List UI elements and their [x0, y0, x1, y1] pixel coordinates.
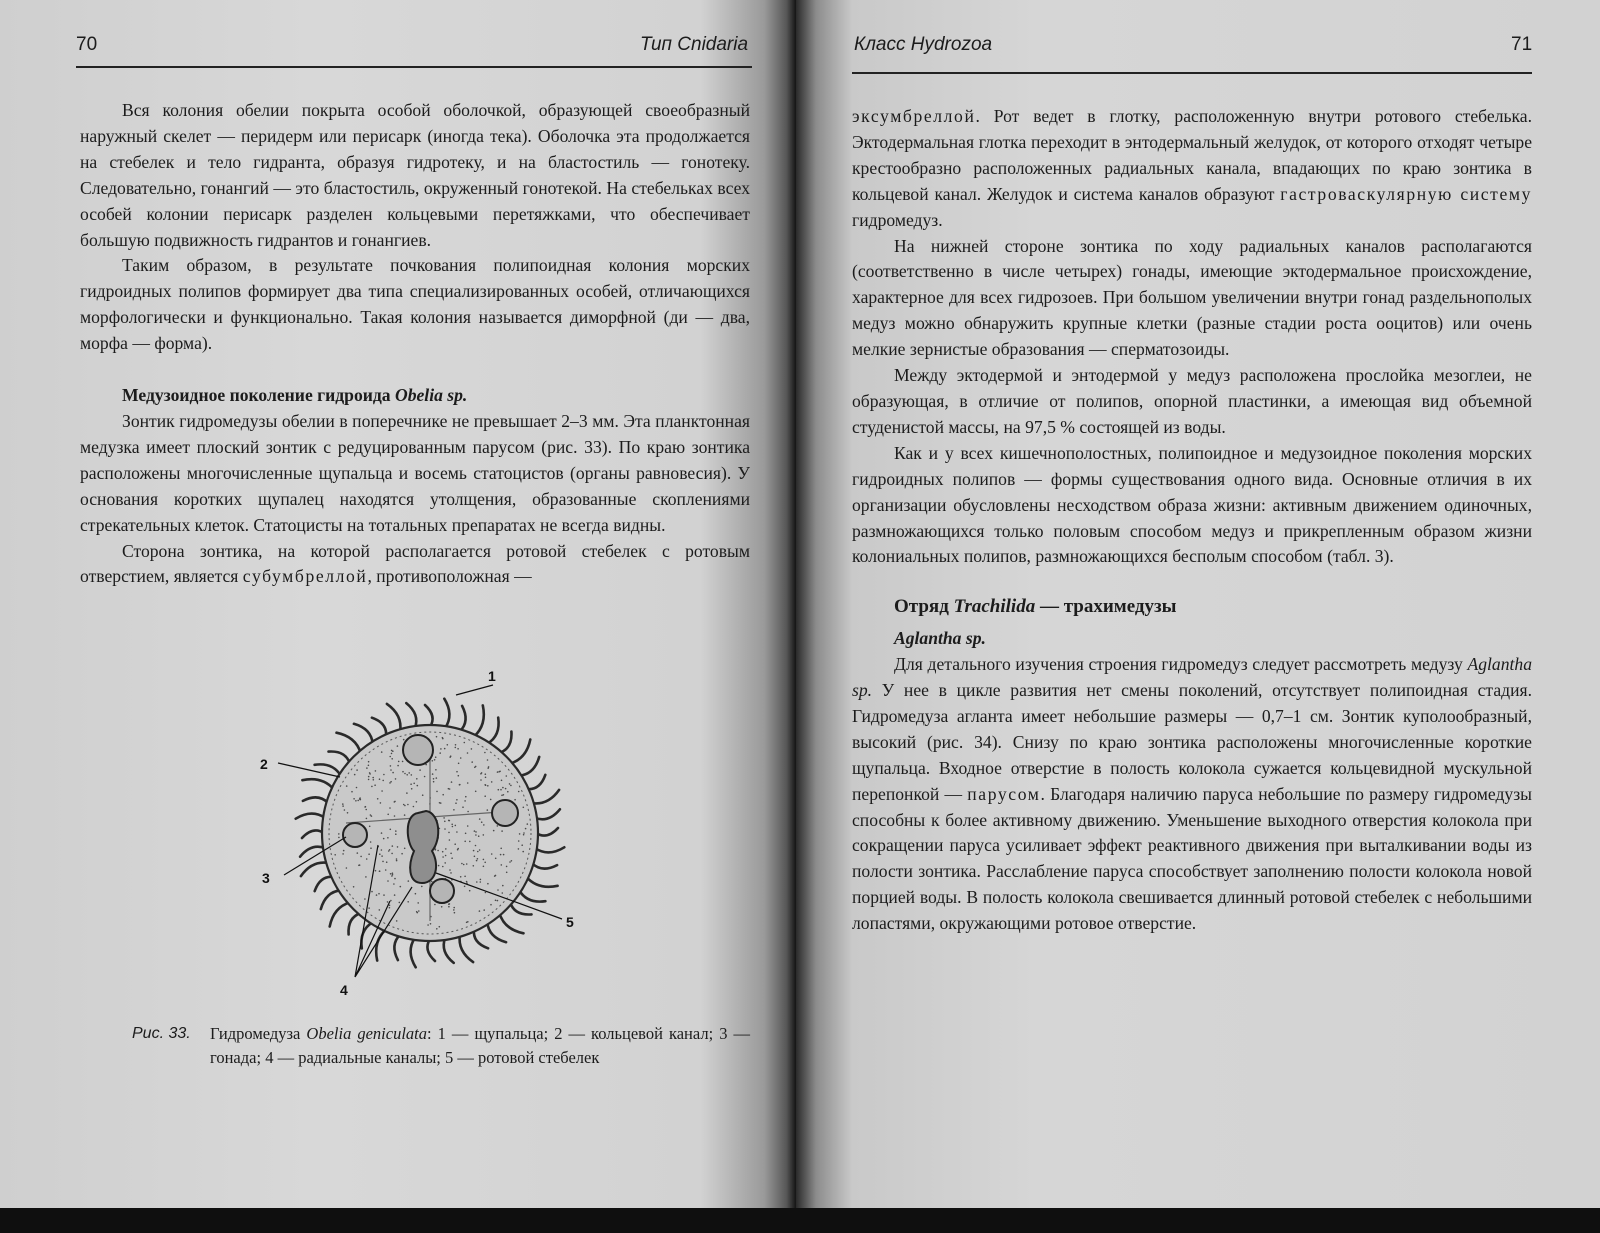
figure-label-4: 4 — [340, 982, 348, 998]
section-heading-medusoid: Медузоидное поколение гидроида Obelia sp. — [122, 385, 468, 406]
tentacle — [425, 705, 433, 727]
tentacle — [499, 732, 511, 753]
tentacle — [487, 718, 498, 744]
tentacle — [487, 922, 506, 942]
paragraph: Как и у всех кишечнополостных, полипоидное и медузоидное поколения морских гидроидных полипов — формы существования одного вида. Основные отличия в их организации обусловлены несходством образа жизни: активным движением одиночных, размножающихся только половым способом медуз и прикрепленным образом жизни колониальных полипов, размножающихся бесполым способом (табл. 3). — [852, 442, 1532, 567]
tentacle — [499, 913, 523, 933]
tentacle — [519, 757, 539, 776]
figure-label-1: 1 — [488, 668, 496, 684]
page-number-left: 70 — [76, 34, 98, 55]
tentacle — [349, 913, 361, 934]
tentacle — [315, 877, 334, 891]
tentacle — [460, 706, 466, 731]
left-body-text — [80, 98, 750, 590]
tentacle — [510, 740, 530, 764]
right-body-text — [852, 104, 1532, 937]
tentacle — [302, 830, 324, 838]
tentacle — [361, 922, 372, 948]
paragraph: Зонтик гидромедузы обелии в поперечнике не превышает 2–3 мм. Эта планктонная медузка имеет плоский зонтик с редуцированным парусом (рис. 33). По краю зонтика расположены многочисленные щупальца и восемь статоцистов (органы равновесия). У основания коротких щупалец находятся утолщения, образованные скоплениями стрекательных клеток. Статоцисты на тотальных препаратах не всегда видны. — [80, 410, 750, 535]
left-page — [0, 0, 796, 1212]
paragraph-exumbrella: эксумбреллой. Рот ведет в глотку, расположенную внутри ротового стебелька. Эктодермальная глотка переходит в энтодермальный желудок, от которого отходят четыре крестообразно расположенных радиальных канала, впадающих по краю зонтика в кольцевой канал. Желудок и система каналов образуют гастроваскулярную систему гидромедуз. — [852, 106, 1533, 230]
tentacle — [321, 890, 341, 909]
paragraph: Между эктодермой и энтодермой у медуз расположена прослойка мезоглеи, не образующая, в отличие от полипов, опорной пластинки, а имеющая вид объемной студенистой массы, на 97,5 % состоящей из воды. — [852, 365, 1532, 437]
paragraph: Вся колония обелии покрыта особой оболочкой, образующей своеобразный наружный скелет — перидерм или перисарк (иногда тека). Оболочка эта продолжается на стебелек и тело гидранта, образуя гидротеку, и на бластостиль — гонотеку. Следовательно, гонангий — это бластостиль, окруженный гонотекой. На стебельках всех особей колонии перисарк разделен кольцевыми перетяжками, что обеспечивает большую подвижность гидрантов и гонангиев. — [80, 100, 750, 250]
figure-caption — [132, 1022, 752, 1102]
tentacle — [303, 797, 328, 803]
tentacle — [337, 733, 361, 753]
tentacle — [460, 935, 474, 962]
tentacle — [535, 847, 564, 852]
paragraph: Таким образом, в результате почкования полипоидная колония морских гидроидных полипов формирует два типа специализированных особей, отличающихся морфологически и функционально. Такая колония называется диморфной (ди — два, морфа — форма). — [80, 255, 750, 354]
paragraph: На нижней стороне зонтика по ходу радиальных каналов располагаются (соответственно в числе четырех) гонады, имеющие эктодермальное происхождение, характерное для всех гидрозоев. При большом увеличении внутри гонад раздельнополых медуз можно обнаружить крупные клетки (разные стадии роста ооцитов) или очень мелкие зернистые образования — сперматозоиды. — [852, 235, 1532, 360]
tentacle — [444, 699, 449, 728]
paragraph-subumbrella: Сторона зонтика, на которой располагается ротовой стебелек с ротовым отверстием, является субумбреллой, противоположная — — [80, 540, 750, 587]
tentacle — [394, 935, 400, 960]
tentacle — [532, 790, 559, 804]
tentacle — [427, 939, 435, 961]
bottom-edge — [0, 1208, 1600, 1233]
tentacle — [376, 929, 386, 960]
paragraph-aglantha: Для детального изучения строения гидромедуз следует рассмотреть медузу Aglantha sp. У нее в цикле развития нет смены поколений, отсутствует полипоидная стадия. Гидромедуза агланта имеет небольшие размеры — 0,7–1 см. Зонтик куполообразный, высокий (рис. 34). Снизу по краю зонтика расположены многочисленные короткие щупальца. Входное отверстие в полость колокола сужается кольцевидной мускульной перепонкой — парусом. Благодаря наличию паруса небольшие по размеру гидромедузы способны к более активному движению. Уменьшение выходного отверстия колокола при сокращении паруса усиливает эффект реактивного движения при выталкивании воды из полости зонтика. Расслабление паруса способствует заполнению полости колокола новой порцией воды. В полость колокола свешивается длинный ротовой стебелек с небольшими лопастями, окружающими ротовое отверстие. — [852, 654, 1532, 934]
tentacle — [519, 890, 545, 901]
tentacle — [526, 775, 545, 789]
header-rule-right — [852, 72, 1532, 74]
tentacle — [296, 814, 325, 819]
figure-label-3: 3 — [262, 870, 270, 886]
tentacle — [406, 703, 416, 728]
tentacle — [474, 705, 484, 736]
figure-obelia-medusa — [250, 665, 620, 1005]
genus-heading: Aglantha sp. — [894, 628, 986, 649]
header-rule-left — [76, 66, 752, 68]
tentacle — [474, 929, 488, 948]
tentacle — [532, 863, 557, 869]
tentacle — [526, 877, 557, 887]
figure-label-5: 5 — [566, 914, 574, 930]
order-heading: Отряд Trachilida — трахимедузы — [894, 596, 1177, 618]
running-head-right: Класс Hydrozoa — [854, 34, 993, 55]
medusa-illustration — [250, 665, 620, 1005]
tentacle — [444, 938, 454, 963]
right-page — [796, 0, 1600, 1212]
tentacle — [329, 752, 350, 764]
page-number-right: 71 — [1511, 34, 1533, 55]
tentacle — [354, 724, 373, 744]
tentacle — [536, 828, 558, 836]
tentacle — [411, 938, 416, 967]
tentacle — [302, 779, 333, 789]
figure-caption-text: Гидромедуза Obelia geniculata: 1 — щупальца; 2 — кольцевой канал; 3 — гонада; 4 — радиальные каналы; 5 — ротовой стебелек — [210, 1024, 750, 1067]
figure-number: Рис. 33. — [132, 1025, 191, 1042]
tentacle — [535, 809, 560, 819]
tentacle — [301, 863, 328, 877]
tentacle — [330, 902, 350, 926]
figure-label-2: 2 — [260, 756, 268, 772]
running-head-left: Тип Cnidaria — [640, 34, 749, 55]
tentacle — [387, 704, 401, 731]
tentacle — [372, 718, 386, 737]
